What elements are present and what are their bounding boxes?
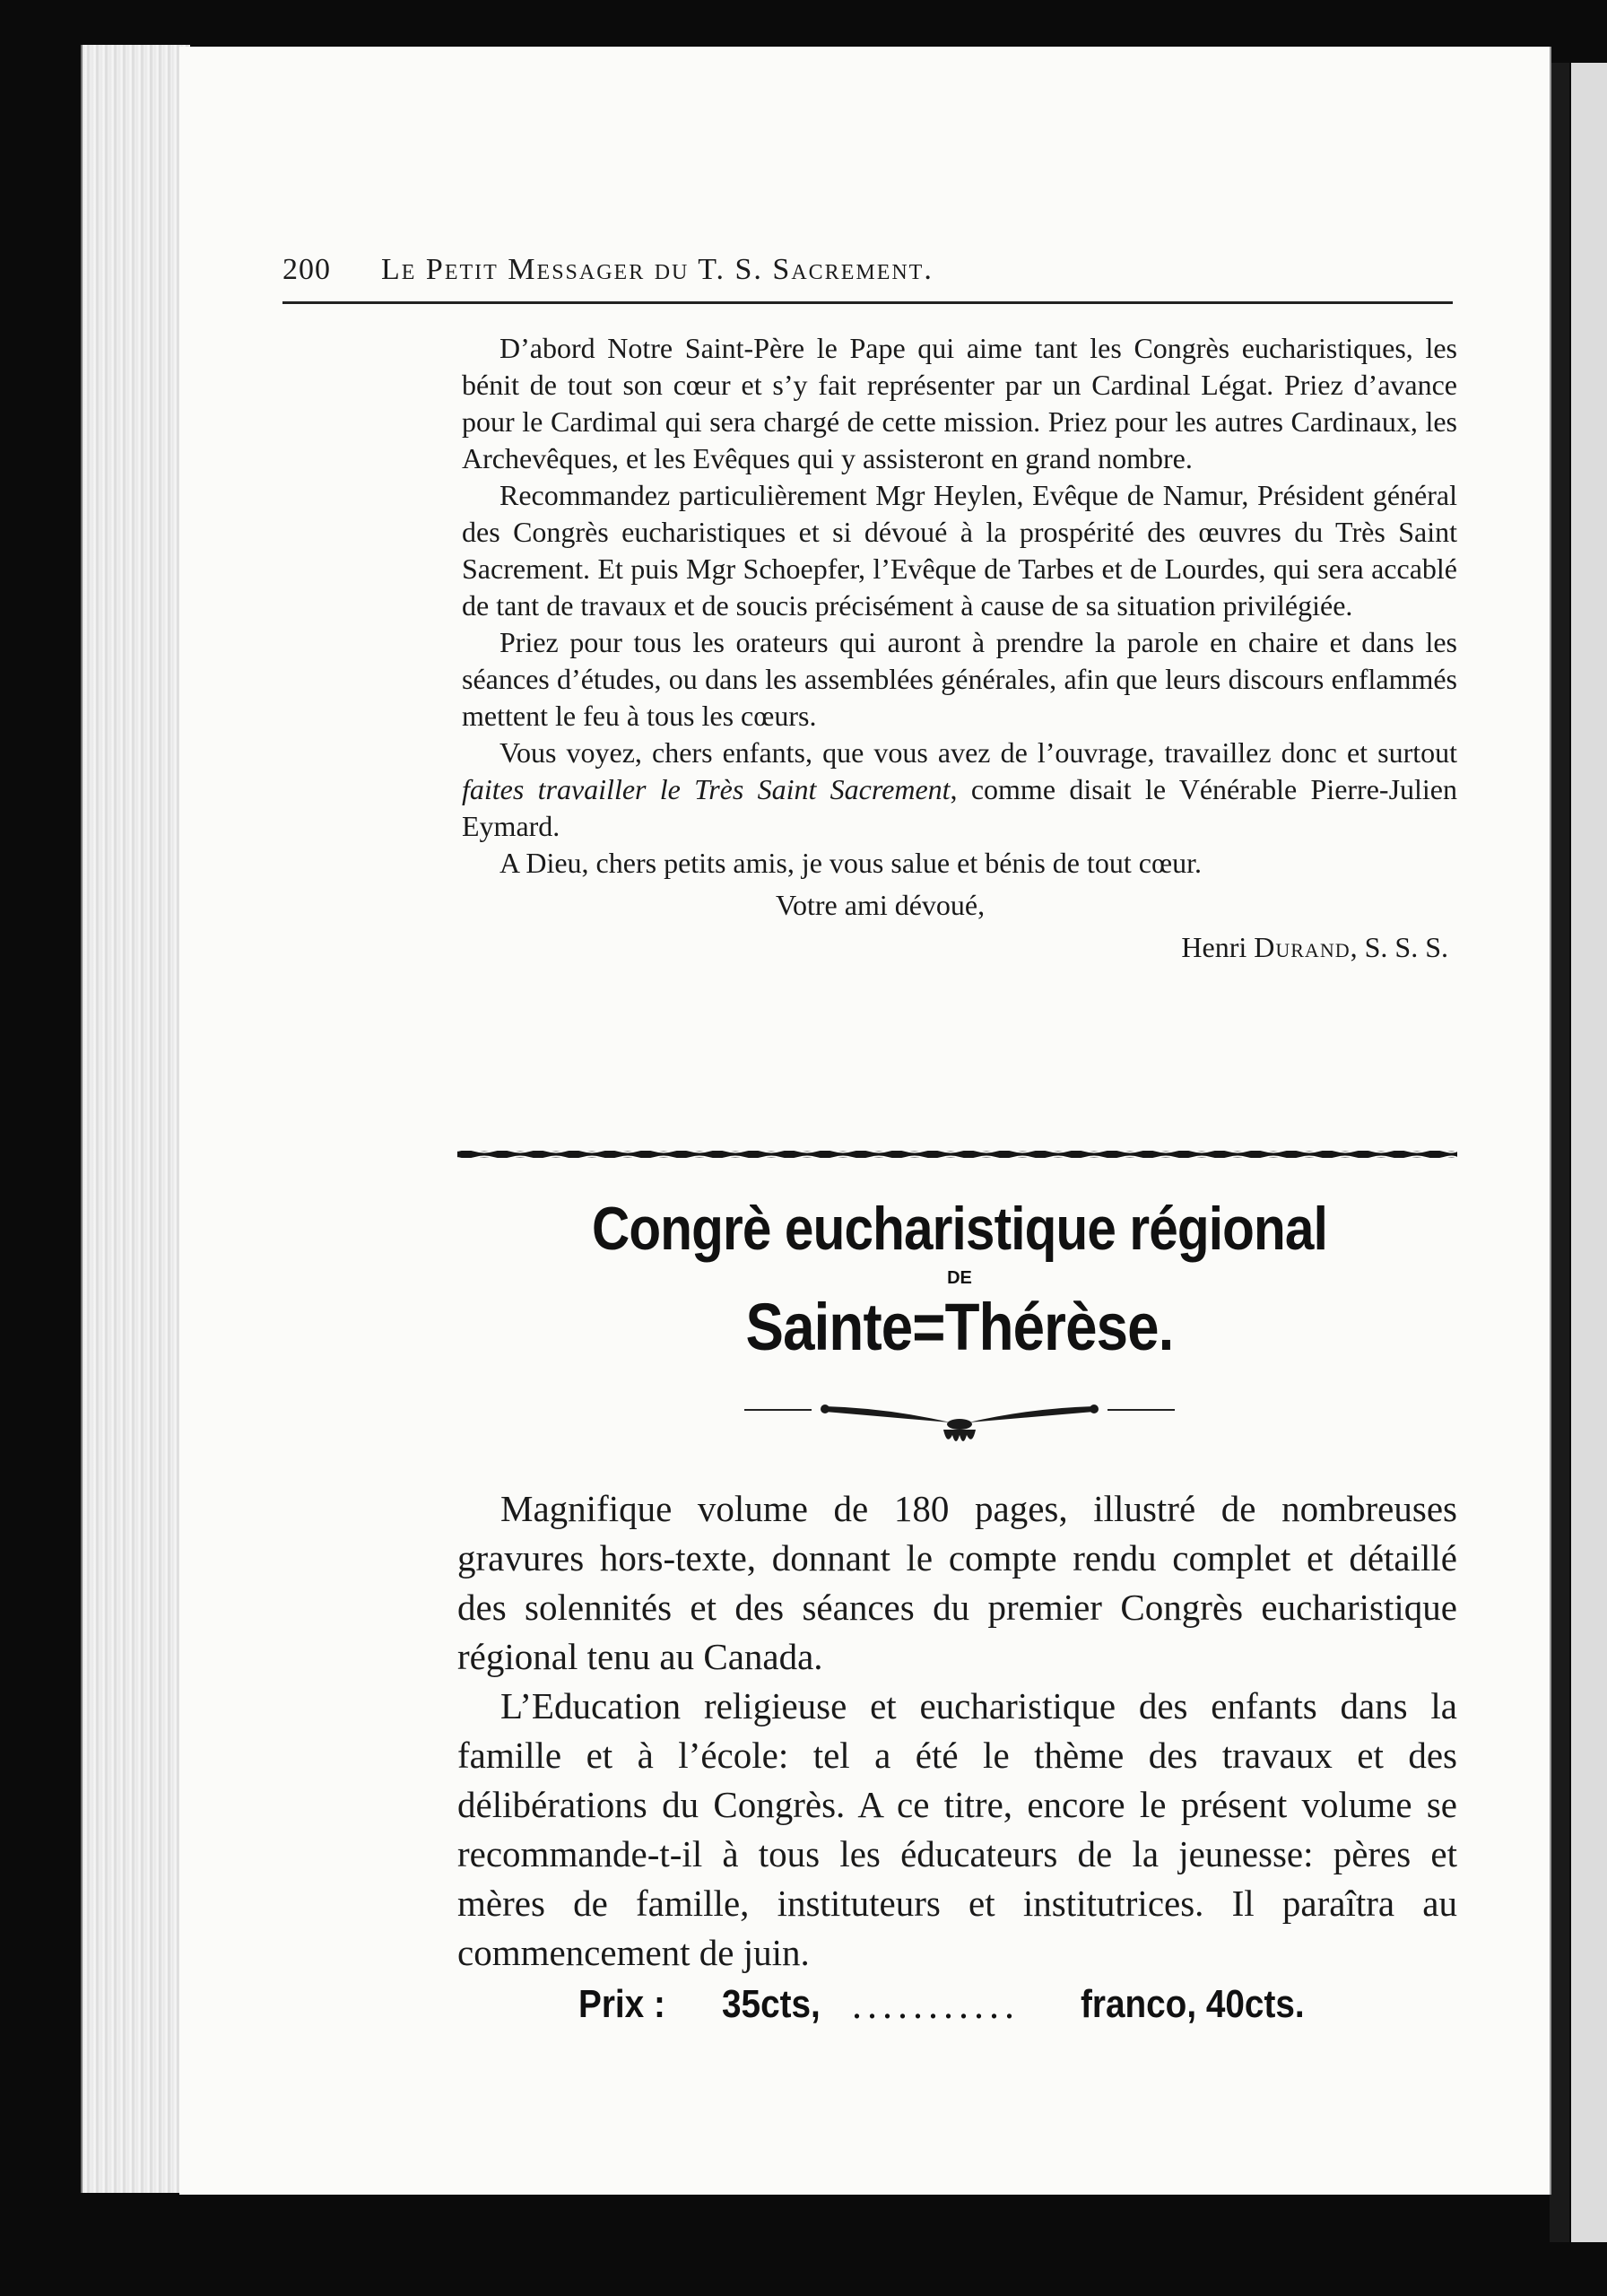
letter-paragraph: D’abord Notre Saint-Père le Pape qui aime tant les Congrès eucharistiques, les bénit de tout son cœur et s’y fait représenter par un Cardinal Légat. Priez d’avance pour le Cardimal qui sera chargé de cette mission. Priez pour les autres Cardinaux, les Archevêques, et les Evêques qui y assisteront en grand nombre. [462, 332, 1457, 474]
price-franco: franco, 40cts. [1081, 1982, 1305, 2026]
title-de: DE [947, 1268, 972, 1288]
facing-page-edge [1571, 63, 1607, 2242]
signature [462, 929, 1457, 966]
header-rule [282, 301, 1453, 304]
price-label: Prix : [578, 1982, 665, 2026]
sign-off: Votre ami dévoué, [776, 889, 986, 921]
title-line-1: Congrè eucharistique régional [592, 1195, 1327, 1263]
running-header [282, 253, 1453, 298]
letter-paragraph [462, 735, 1457, 845]
announcement-paragraph: Magnifique volume de 180 pages, illustré de nombreuses gravures hors-texte, donnant le compte rendu complet et détaillé des solennités et des séances du premier Congrès eucharistique régional tenu au Canada. [457, 1488, 1457, 1677]
signature-suffix: , S. S. S. [1350, 931, 1448, 963]
book-gutter [1550, 63, 1569, 2242]
signature-last-name: Durand [1254, 931, 1351, 963]
letter-paragraph: Priez pour tous les orateurs qui auront à prendre la parole en chaire et dans les séances d’études, ou dans les assemblées générales, afin que leurs discours enflammés mettent le feu à tous les cœurs. [462, 626, 1457, 732]
price-amount: 35cts, [722, 1982, 821, 2026]
letter-text [462, 330, 1457, 966]
running-title: Le Petit Messager du T. S. Sacrement. [381, 253, 934, 286]
letter-paragraph: Recommandez particulièrement Mgr Heylen, Evêque de Namur, Président général des Congrès eucharistiques et si dévoué à la prospérité des œuvres du Très Saint Sacrement. Et puis Mgr Schoepfer, l’Evêque de Tarbes et de Lourdes, qui sera accablé de tant de travaux et de soucis précisément à cause de sa situation privilégiée. [462, 479, 1457, 622]
page-edge-stack [81, 45, 190, 2193]
announcement-paragraph: L’Education religieuse et eucharistique des enfants dans la famille et à l’école: tel a été le thème des travaux et des délibérations du Congrès. A ce titre, encore le présent volume se recommande-t-il à tous les éducateurs de la jeunesse: pères et mères de famille, instituteurs et institutrices. Il paraîtra au commencement de juin. [457, 1685, 1457, 1973]
letter-text-run: Vous voyez, chers enfants, que vous avez de l’ouvrage, travaillez donc et surtout [499, 736, 1457, 769]
title-line-2: Sainte=Thérèse. [745, 1290, 1174, 1364]
price-leader-dots: ........... [852, 1983, 1020, 2027]
fleuron-ornament [744, 1399, 1175, 1453]
announcement-body [457, 1484, 1457, 1978]
letter-text-run: , comme disait le Vénérable Pierre-Julien Eymard. [462, 773, 1457, 842]
page-number: 200 [282, 253, 331, 286]
announcement-title [462, 1193, 1457, 1365]
signature-first-name: Henri [1181, 931, 1255, 963]
ornamental-divider [457, 1148, 1457, 1161]
letter-closing: A Dieu, chers petits amis, je vous salue et bénis de tout cœur. [499, 847, 1202, 879]
letter-italic-phrase: faites travailler le Très Saint Sacrement [462, 773, 951, 805]
